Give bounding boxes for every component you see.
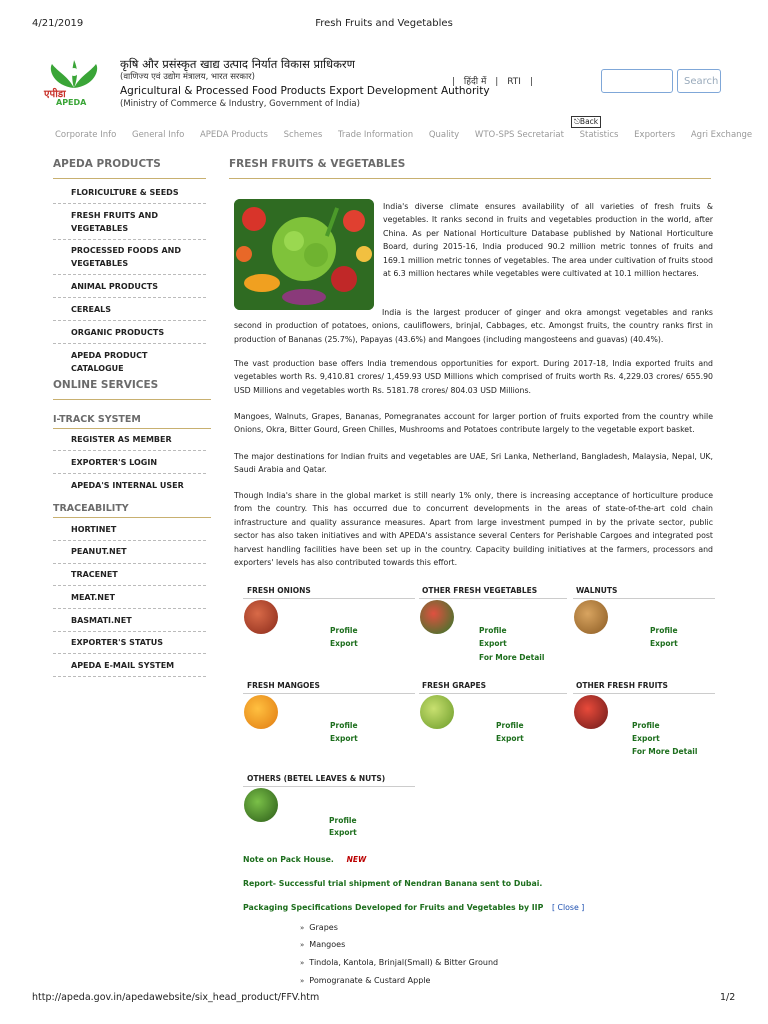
mangoes-export-link[interactable]: Export: [330, 734, 358, 743]
walnut-icon[interactable]: [574, 600, 608, 634]
sidebar-item-cereals[interactable]: [53, 303, 206, 316]
vegetables-more-detail-link[interactable]: For More Detail: [479, 653, 545, 662]
sidebar-item-label: MEAT.NET: [71, 593, 115, 602]
divider: [53, 540, 206, 541]
org-hindi-subtitle: (वाणिज्य एवं उद्योग मंत्रालय, भारत सरकार): [120, 72, 255, 83]
logo-hindi-text: एपीडा: [44, 89, 66, 100]
packaging-item-tindola[interactable]: » Tindola, Kantola, Brinjal(Small) & Bitter Ground: [300, 958, 498, 967]
org-hindi-title: कृषि और प्रसंस्कृत खाद्य उत्पाद निर्यात विकास प्राधिकरण: [120, 57, 355, 71]
sidebar-item-internal-user[interactable]: [53, 479, 206, 492]
nav-quality[interactable]: Quality: [428, 130, 460, 140]
sidebar-itrack-heading: I-TRACK SYSTEM: [53, 414, 141, 425]
new-badge: NEW: [346, 855, 367, 864]
search-button[interactable]: Search: [677, 69, 721, 93]
sidebar-item-meat-net[interactable]: [53, 591, 206, 604]
divider: [53, 428, 211, 429]
sidebar-item-processed-foods[interactable]: [53, 244, 206, 270]
separator: |: [495, 77, 499, 87]
onions-profile-link[interactable]: Profile: [330, 626, 358, 635]
packaging-item-pomogranate[interactable]: » Pomogranate & Custard Apple: [300, 976, 430, 985]
sidebar-item-label: CEREALS: [71, 305, 112, 314]
sidebar-item-email-system[interactable]: [53, 659, 206, 672]
grapes-profile-link[interactable]: Profile: [496, 721, 524, 730]
sidebar-item-basmati-net[interactable]: [53, 614, 206, 627]
destinations-paragraph: The major destinations for Indian fruits and vegetables are UAE, Sri Lanka, Netherland, Bangladesh, Malaysia, Nepal, UK, Saudi Arabia and Qatar.: [234, 452, 713, 475]
export-paragraph: The vast production base offers India tremendous opportunities for export. During 2017-18, India exported fruits and vegetables worth Rs. 9,410.81 crores/ 1,459.93 USD Millions which comprised of fruits worth Rs. 4,229.03 crores/ 655.90 USD Millions and vegetables worth Rs. 5181.78 crores/ 804.03 USD Millions.: [234, 359, 713, 395]
org-english-title: Agricultural & Processed Food Products Export Development Authority: [120, 84, 490, 97]
sidebar-item-register[interactable]: [53, 433, 206, 446]
vegetables-profile-link[interactable]: Profile: [479, 626, 507, 635]
divider: [573, 598, 715, 599]
sidebar-item-tracenet[interactable]: [53, 568, 206, 581]
divider: [53, 517, 211, 518]
walnuts-export-link[interactable]: Export: [650, 639, 678, 648]
sidebar-item-exporter-status[interactable]: [53, 636, 206, 649]
divider: [53, 178, 206, 179]
sidebar-item-label: REGISTER AS MEMBER: [71, 435, 172, 444]
product-heading-mangoes: FRESH MANGOES: [247, 681, 320, 690]
print-page-title: Fresh Fruits and Vegetables: [315, 18, 453, 29]
sidebar-online-services-heading: ONLINE SERVICES: [53, 379, 159, 391]
vegetables-export-link[interactable]: Export: [479, 639, 507, 648]
packaging-specs: [243, 903, 584, 912]
pack-house-note-link[interactable]: [243, 855, 366, 864]
org-english-subtitle: (Ministry of Commerce & Industry, Government of India): [120, 98, 360, 109]
grapes-export-link[interactable]: Export: [496, 734, 524, 743]
fruits-icon[interactable]: [574, 695, 608, 729]
divider: [53, 608, 206, 609]
onion-icon[interactable]: [244, 600, 278, 634]
back-button[interactable]: ⎋Back: [571, 116, 601, 128]
sidebar-item-label: ANIMAL PRODUCTS: [71, 282, 158, 291]
nav-statistics[interactable]: Statistics: [579, 130, 619, 140]
sidebar-item-exporter-login[interactable]: [53, 456, 206, 469]
sidebar-traceability-heading: TRACEABILITY: [53, 503, 129, 514]
market-share-paragraph: Though India's share in the global market is still nearly 1% only, there is increasing acceptance of horticulture produce from the country. This has occurred due to concurrent developments in the areas of state-of-the-art cold chain infrastructure and quality assurance measures. Apart from large investment pumped in by the private sector, public sector has also taken initiatives and with APEDA's assistance several Centers for Perishable Cargoes and integrated post harvest handling facilities have been set up in the country. Capacity building initiatives at the farmers, processors and exporters' levels has also contributed towards this effort.: [234, 491, 713, 568]
logo-text: APEDA: [56, 98, 87, 107]
footer-page-number: 1/2: [720, 992, 736, 1003]
betel-profile-link[interactable]: Profile: [329, 816, 357, 825]
fruits-more-detail-link[interactable]: For More Detail: [632, 747, 698, 756]
onions-export-link[interactable]: Export: [330, 639, 358, 648]
product-heading-walnuts: WALNUTS: [576, 586, 618, 595]
divider: [53, 563, 206, 564]
divider: [243, 598, 415, 599]
hindi-link[interactable]: हिंदी में: [463, 77, 487, 87]
divider: [53, 320, 206, 321]
divider: [53, 676, 206, 677]
divider: [53, 297, 206, 298]
packaging-specs-label[interactable]: Packaging Specifications Developed for Fruits and Vegetables by IIP: [243, 903, 544, 912]
vegetables-icon[interactable]: [420, 600, 454, 634]
divider: [53, 450, 206, 451]
sidebar-item-label: PROCESSED FOODS AND VEGETABLES: [71, 246, 181, 268]
fruits-export-link[interactable]: Export: [632, 734, 660, 743]
divider: [53, 203, 206, 204]
betel-leaf-icon[interactable]: [244, 788, 278, 822]
org-title-block: [120, 56, 490, 111]
nav-general-info[interactable]: General Info: [131, 130, 185, 140]
separator: |: [529, 77, 533, 87]
mangoes-profile-link[interactable]: Profile: [330, 721, 358, 730]
banana-report-link[interactable]: Report- Successful trial shipment of Nendran Banana sent to Dubai.: [243, 879, 543, 888]
sidebar-item-animal-products[interactable]: [53, 280, 206, 293]
betel-export-link[interactable]: Export: [329, 828, 357, 837]
sidebar-item-label: HORTINET: [71, 525, 117, 534]
sidebar-item-hortinet[interactable]: [53, 523, 206, 536]
divider: [53, 399, 211, 400]
divider: [53, 631, 206, 632]
rti-link[interactable]: RTI: [507, 77, 521, 87]
product-heading-grapes: FRESH GRAPES: [422, 681, 487, 690]
print-date: 4/21/2019: [32, 18, 84, 29]
sidebar-item-label: ORGANIC PRODUCTS: [71, 328, 165, 337]
sidebar-products-heading: APEDA PRODUCTS: [53, 158, 161, 170]
divider: [53, 239, 206, 240]
divider: [53, 585, 206, 586]
divider: [53, 473, 206, 474]
nav-agri-exchange[interactable]: Agri Exchange: [690, 130, 753, 140]
intro-paragraph: India's diverse climate ensures availability of all varieties of fresh fruits & vegetables. It ranks second in fruits and vegetables production in the world, after China. As per National Horticulture Database published by National Horticulture Board, during 2015-16, India produced 90.2 million metric tonnes of fruits and 169.1 million metric tonnes of vegetables. The area under cultivation of fruits stood at 6.3 million hectares while vegetables were cultivated at 10.1 million hectares.: [383, 202, 713, 279]
footer-url: http://apeda.gov.in/apedawebsite/six_head_product/FFV.htm: [32, 992, 320, 1003]
nav-apeda-products[interactable]: APEDA Products: [199, 130, 268, 140]
packaging-item-grapes[interactable]: » Grapes: [300, 923, 338, 932]
mango-icon[interactable]: [244, 695, 278, 729]
sidebar-item-label: APEDA PRODUCT CATALOGUE: [71, 351, 148, 373]
divider: [243, 786, 415, 787]
sidebar-item-label: TRACENET: [71, 570, 118, 579]
divider: [53, 653, 206, 654]
nav-trade-information[interactable]: Trade Information: [337, 130, 414, 140]
sidebar-item-label: FRESH FRUITS AND VEGETABLES: [71, 211, 158, 233]
nav-schemes[interactable]: Schemes: [283, 130, 323, 140]
divider: [419, 598, 567, 599]
sidebar-item-label: FLORICULTURE & SEEDS: [71, 188, 179, 197]
nav-wto-sps[interactable]: WTO-SPS Secretariat: [474, 130, 564, 140]
pack-house-label: Note on Pack House.: [243, 855, 334, 864]
divider: [229, 178, 711, 179]
divider: [243, 693, 415, 694]
sidebar-item-label: APEDA E-MAIL SYSTEM: [71, 661, 175, 670]
product-heading-other-vegetables: OTHER FRESH VEGETABLES: [422, 586, 538, 595]
apeda-logo[interactable]: [44, 58, 106, 108]
nav-exporters[interactable]: Exporters: [634, 130, 676, 140]
divider: [573, 693, 715, 694]
sidebar-item-floriculture[interactable]: [53, 186, 206, 199]
product-heading-betel: OTHERS (BETEL LEAVES & NUTS): [247, 774, 386, 783]
sidebar-item-label: EXPORTER'S LOGIN: [71, 458, 158, 467]
fruits-profile-link[interactable]: Profile: [632, 721, 660, 730]
product-heading-other-fruits: OTHER FRESH FRUITS: [576, 681, 668, 690]
sidebar-item-product-catalogue[interactable]: [53, 349, 206, 373]
page-title: FRESH FRUITS & VEGETABLES: [229, 158, 406, 170]
top-navigation: [55, 130, 765, 140]
separator: |: [452, 77, 456, 87]
export-items-paragraph: Mangoes, Walnuts, Grapes, Bananas, Pomegranates account for larger portion of fruits exported from the country while Onions, Okra, Bitter Gourd, Green Chilles, Mushrooms and Potatoes contribute largely to the vegetable export basket.: [234, 412, 713, 435]
production-paragraph: India is the largest producer of ginger and okra amongst vegetables and ranks second in production of potatoes, onions, cauliflowers, brinjal, Cabbages, etc. Amongst fruits, the country ranks first in production of Bananas (25.7%), Papayas (43.6%) and Mangoes (including mangosteens and guavas) (40.4%).: [234, 308, 713, 344]
nav-corporate-info[interactable]: Corporate Info: [55, 130, 117, 140]
sidebar-item-peanut-net[interactable]: [53, 545, 206, 558]
header-links: [452, 74, 539, 87]
sidebar-item-fresh-fruits[interactable]: [53, 209, 206, 235]
sidebar-item-organic-products[interactable]: [53, 326, 206, 339]
divider: [53, 274, 206, 275]
divider: [419, 693, 567, 694]
sidebar-item-label: APEDA'S INTERNAL USER: [71, 481, 184, 490]
sidebar-item-label: BASMATI.NET: [71, 616, 132, 625]
sidebar-item-label: EXPORTER'S STATUS: [71, 638, 164, 647]
product-heading-onions: FRESH ONIONS: [247, 586, 311, 595]
search-input[interactable]: [601, 69, 673, 93]
walnuts-profile-link[interactable]: Profile: [650, 626, 678, 635]
vegetables-photo-icon: [234, 199, 374, 310]
packaging-item-mangoes[interactable]: » Mangoes: [300, 940, 345, 949]
sidebar-item-label: PEANUT.NET: [71, 547, 127, 556]
divider: [53, 343, 206, 344]
close-link[interactable]: [ Close ]: [552, 903, 585, 912]
vegetables-image: [234, 199, 374, 310]
grapes-icon[interactable]: [420, 695, 454, 729]
